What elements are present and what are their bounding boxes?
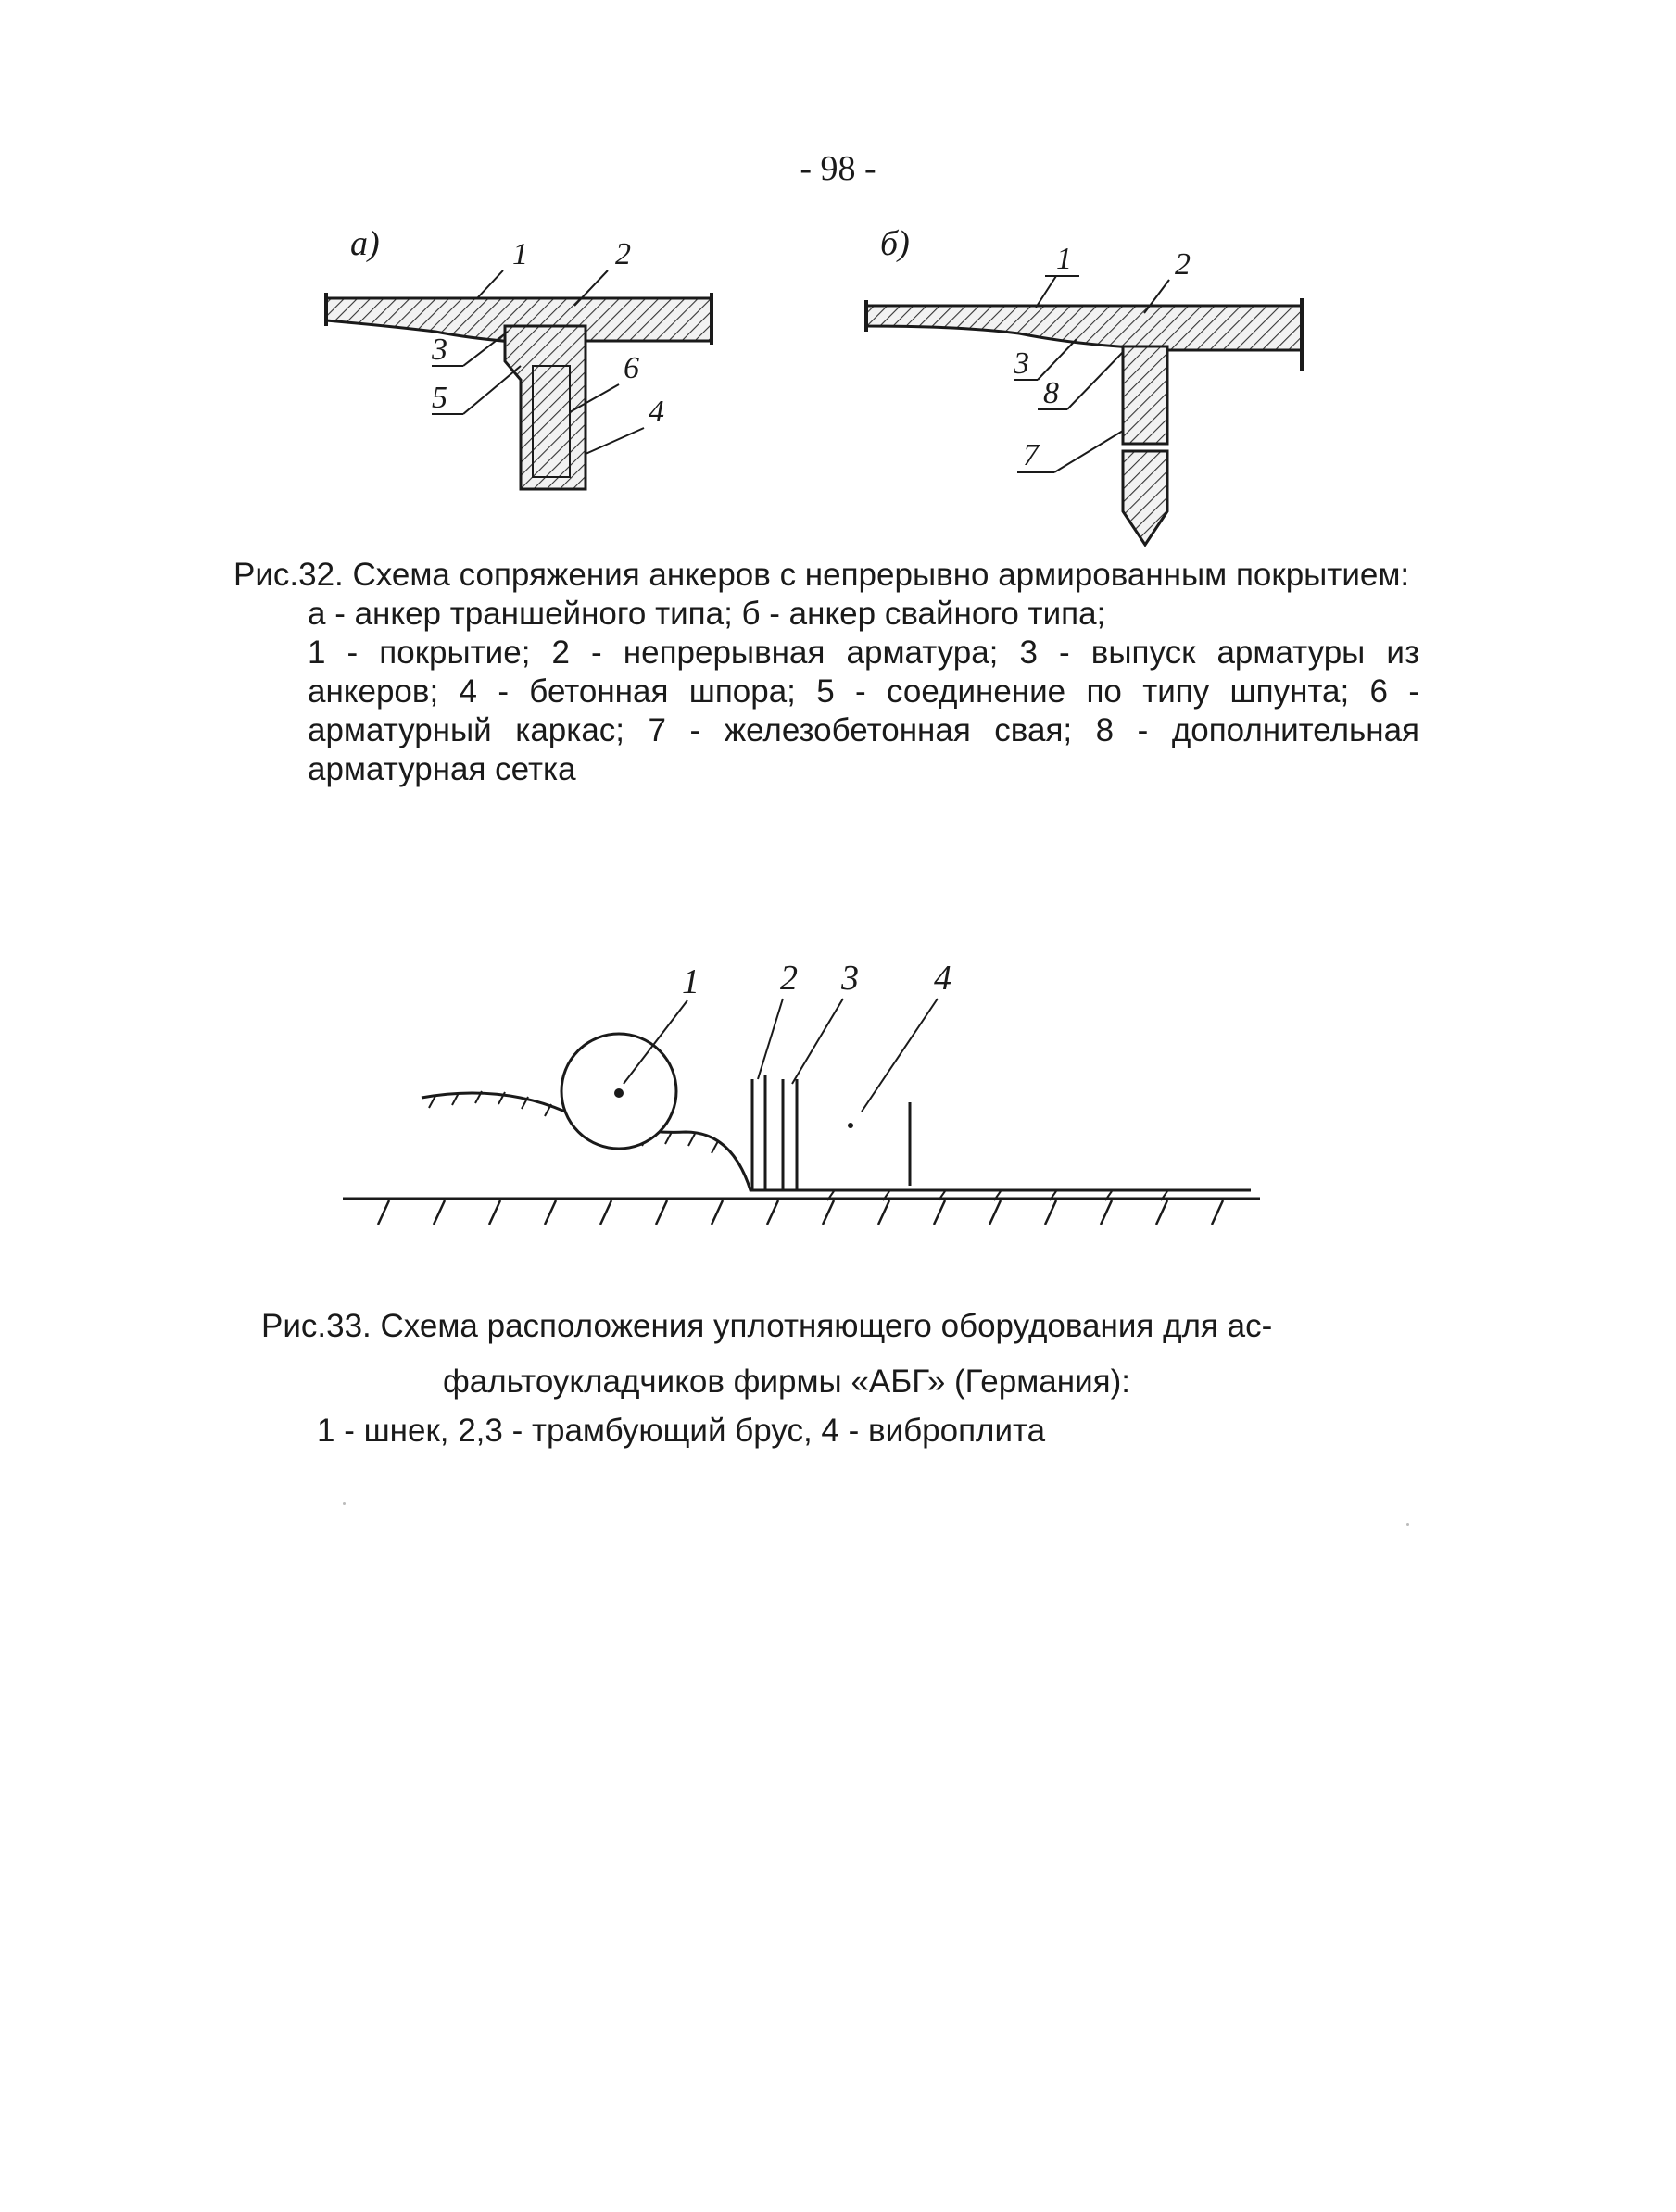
panel-b-label: б) [880,224,910,263]
callout-33-1: 1 [682,962,699,1001]
callout-b-2: 2 [1175,247,1191,282]
asphalt-surface [422,1093,1251,1190]
callout-b-7: 7 [1023,438,1039,472]
slab-b [866,306,1302,350]
leader-b-3 [1038,339,1077,380]
leader-a-5 [463,366,521,414]
leader-b-7 [1054,431,1123,472]
figure-33-caption-title [261,1299,1373,1410]
anchor-a-stem [505,326,586,489]
figure-33-caption-line2: фальтоукладчиков фирмы «АБГ» (Германия): [443,1364,1130,1400]
figure-32-caption [233,556,1419,789]
leader-b-8 [1067,352,1123,409]
callout-b-1: 1 [1056,242,1072,276]
leader-a-4 [586,428,644,454]
figure-32-caption-types: а - анкер траншейного типа; б - анкер свайного типа; [308,596,1106,632]
figure-33-caption-legend: 1 - шнек, 2,3 - трамбующий брус, 4 - виброплита [317,1413,1046,1449]
tamper-bars [752,1075,797,1190]
scan-speck [343,1502,346,1505]
panel-b-drawing [866,224,1302,545]
pile-b-upper [1123,346,1167,444]
leader-33-3 [792,999,843,1084]
ground-hatching [378,1200,1223,1225]
leader-33-2 [758,999,783,1079]
callout-a-2: 2 [615,237,631,271]
callout-a-5: 5 [432,381,447,415]
figure-32-drawing [0,0,1676,556]
figure-33-drawing [0,926,1676,1260]
panel-a-drawing [326,224,712,489]
figure-32-caption-title: Рис.32. Схема сопряжения анкеров с непрерывно армированным покрытием: [233,557,1410,593]
pile-b-tip [1123,451,1167,545]
leader-a-1 [477,270,503,298]
callout-33-4: 4 [934,959,951,998]
panel-a-label: а) [350,224,380,263]
callout-33-3: 3 [841,959,859,998]
auger-axis [614,1088,624,1098]
leader-33-4 [862,999,938,1112]
callout-33-2: 2 [780,959,798,998]
callout-a-6: 6 [624,351,639,385]
callout-b-8: 8 [1043,376,1059,410]
page-number: - 98 - [800,149,876,188]
figure-33-caption-line1: Рис.33. Схема расположения уплотняющего оборудования для ас- [261,1308,1273,1344]
callout-b-3: 3 [1014,346,1029,381]
leader-b-1 [1036,276,1056,308]
figure-32-caption-legend: 1 - покрытие; 2 - непрерывная арматура; 3 - выпуск арматуры из анкеров; 4 - бетонная шпора; 5 - соединение по типу шпунта; 6 - арматурный каркас; 7 - железобетонная свая; 8 - дополнительная арматурная сетка [308,635,1419,787]
callout-a-4: 4 [649,395,664,429]
callout-a-1: 1 [512,237,528,271]
scan-speck [1406,1523,1409,1526]
vibroplate-dot [848,1123,853,1128]
callout-a-3: 3 [432,333,447,367]
